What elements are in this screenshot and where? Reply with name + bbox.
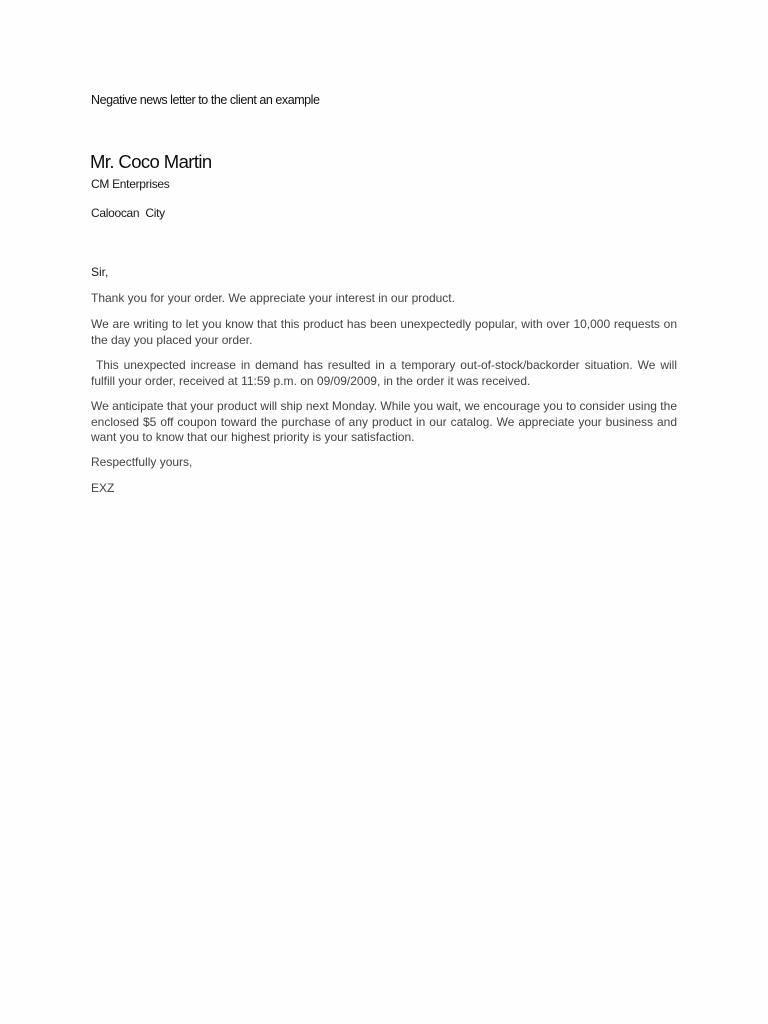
body-paragraph-1: Thank you for your order. We appreciate your interest in our product. [91,291,455,305]
salutation: Sir, [91,265,109,279]
document-heading: Negative news letter to the client an example [91,93,320,107]
recipient-company: CM Enterprises [91,177,170,191]
closing: Respectfully yours, [91,455,193,469]
recipient-city: Caloocan City [91,206,165,220]
recipient-name: Mr. Coco Martin [90,151,212,172]
body-paragraph-3: This unexpected increase in demand has resulted in a temporary out-of-stock/backorder situation. We will fulfill your order, received at 11:59 p.m. on 09/09/2009, in the order it was received. [91,358,681,388]
body-paragraph-4: We anticipate that your product will ship next Monday. While you wait, we encourage you to consider using the enclosed $5 off coupon toward the purchase of any product in our catalog. We appreciate your business and want you to know that our highest priority is your satisfaction. [91,399,681,444]
body-paragraph-2: We are writing to let you know that this product has been unexpectedly popular, with over 10,000 requests on the day you placed your order. [91,317,681,347]
signature: EXZ [91,481,115,495]
